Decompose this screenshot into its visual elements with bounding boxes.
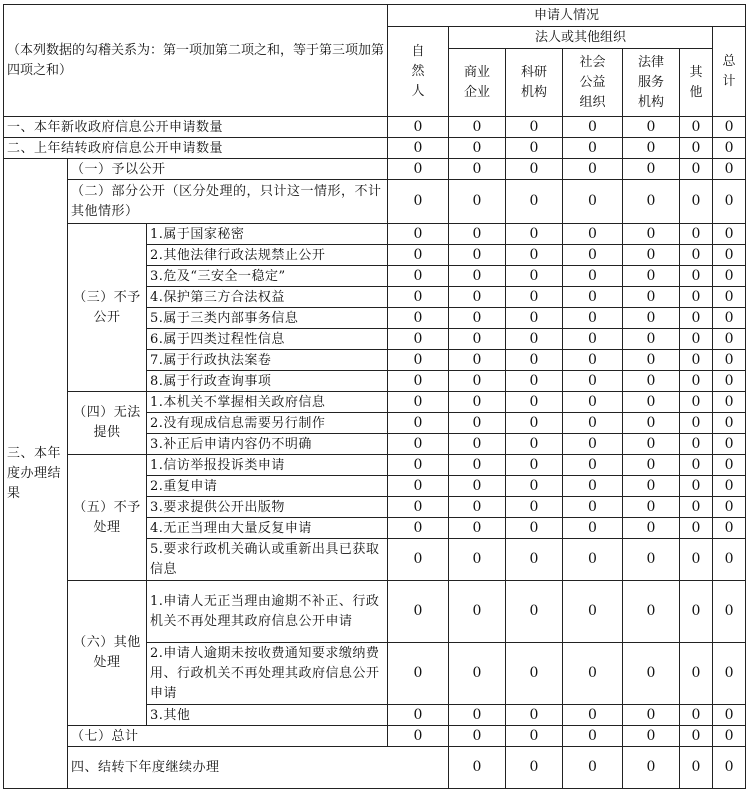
value-cell: 0 (680, 329, 713, 350)
value-cell: 0 (623, 434, 680, 455)
value-cell: 0 (563, 224, 623, 245)
value-cell: 0 (623, 518, 680, 539)
value-cell: 0 (563, 705, 623, 726)
value-cell: 0 (623, 138, 680, 159)
value-cell: 0 (713, 747, 746, 789)
value-cell: 0 (449, 245, 506, 266)
value-cell: 0 (449, 329, 506, 350)
value-cell: 0 (388, 266, 449, 287)
result-partially-disclosed: （二）部分公开（区分处理的，只计这一情形，不计其他情形） (68, 180, 388, 224)
value-cell: 0 (623, 180, 680, 224)
value-cell: 0 (623, 308, 680, 329)
value-cell: 0 (563, 350, 623, 371)
value-cell: 0 (623, 245, 680, 266)
value-cell: 0 (388, 476, 449, 497)
value-cell: 0 (449, 266, 506, 287)
value-cell: 0 (680, 138, 713, 159)
value-cell: 0 (506, 138, 563, 159)
value-cell: 0 (563, 434, 623, 455)
value-cell: 0 (388, 581, 449, 643)
item-label: 2.其他法律行政法规禁止公开 (147, 245, 388, 266)
value-cell: 0 (449, 371, 506, 392)
value-cell: 0 (563, 643, 623, 705)
value-cell: 0 (506, 224, 563, 245)
value-cell: 0 (623, 159, 680, 180)
item-label: 1.申请人无正当理由逾期不补正、行政机关不再处理其政府信息公开申请 (147, 581, 388, 643)
value-cell: 0 (449, 581, 506, 643)
value-cell: 0 (449, 643, 506, 705)
value-cell: 0 (680, 245, 713, 266)
value-cell: 0 (506, 350, 563, 371)
value-cell: 0 (563, 726, 623, 747)
value-cell: 0 (449, 434, 506, 455)
value-cell: 0 (623, 726, 680, 747)
value-cell: 0 (623, 497, 680, 518)
value-cell: 0 (623, 747, 680, 789)
item-label: 3.要求提供公开出版物 (147, 497, 388, 518)
other-header: 其他 (680, 49, 713, 117)
value-cell: 0 (449, 117, 506, 138)
value-cell: 0 (713, 245, 746, 266)
legal-and-other-orgs-header: 法人或其他组织 (449, 27, 713, 49)
result-disclosed: （一）予以公开 (68, 159, 388, 180)
value-cell: 0 (680, 434, 713, 455)
value-cell: 0 (713, 643, 746, 705)
value-cell: 0 (563, 117, 623, 138)
value-cell: 0 (449, 224, 506, 245)
value-cell: 0 (563, 159, 623, 180)
value-cell: 0 (388, 726, 449, 747)
value-cell: 0 (563, 518, 623, 539)
value-cell: 0 (563, 497, 623, 518)
row-label-carry-forward: 四、结转下年度继续办理 (68, 747, 449, 789)
natural-person-header: 自然人 (388, 27, 449, 117)
value-cell: 0 (680, 117, 713, 138)
value-cell: 0 (388, 350, 449, 371)
value-cell: 0 (449, 159, 506, 180)
value-cell: 0 (506, 581, 563, 643)
value-cell: 0 (680, 476, 713, 497)
row-label-new-requests: 一、本年新收政府信息公开申请数量 (4, 117, 388, 138)
value-cell: 0 (563, 413, 623, 434)
value-cell: 0 (449, 726, 506, 747)
value-cell: 0 (563, 266, 623, 287)
item-label: 1.信访举报投诉类申请 (147, 455, 388, 476)
value-cell: 0 (506, 159, 563, 180)
applicant-situation-header: 申请人情况 (388, 5, 746, 27)
value-cell: 0 (563, 539, 623, 581)
value-cell: 0 (623, 329, 680, 350)
social-welfare-org-header: 社会公益组织 (563, 49, 623, 117)
value-cell: 0 (713, 180, 746, 224)
value-cell: 0 (506, 329, 563, 350)
value-cell: 0 (713, 581, 746, 643)
item-label: 4.无正当理由大量反复申请 (147, 518, 388, 539)
value-cell: 0 (388, 497, 449, 518)
value-cell: 0 (680, 287, 713, 308)
value-cell: 0 (680, 497, 713, 518)
value-cell: 0 (680, 747, 713, 789)
value-cell: 0 (449, 455, 506, 476)
value-cell: 0 (623, 224, 680, 245)
item-label: 1.属于国家秘密 (147, 224, 388, 245)
item-label: 1.本机关不掌握相关政府信息 (147, 392, 388, 413)
value-cell: 0 (563, 455, 623, 476)
value-cell: 0 (388, 413, 449, 434)
value-cell: 0 (506, 434, 563, 455)
value-cell: 0 (680, 224, 713, 245)
value-cell: 0 (713, 705, 746, 726)
value-cell: 0 (623, 266, 680, 287)
value-cell: 0 (563, 245, 623, 266)
gov-info-disclosure-table (3, 4, 746, 789)
value-cell: 0 (623, 705, 680, 726)
value-cell: 0 (563, 747, 623, 789)
value-cell: 0 (680, 413, 713, 434)
value-cell: 0 (388, 455, 449, 476)
value-cell: 0 (713, 518, 746, 539)
value-cell: 0 (563, 308, 623, 329)
value-cell: 0 (506, 266, 563, 287)
item-label: 5.要求行政机关确认或重新出具已获取信息 (147, 539, 388, 581)
value-cell: 0 (388, 159, 449, 180)
value-cell: 0 (680, 539, 713, 581)
total-header: 总计 (713, 27, 746, 117)
legal-service-org-header: 法律服务机构 (623, 49, 680, 117)
item-label: 3.补正后申请内容仍不明确 (147, 434, 388, 455)
item-label: 3.危及“三安全一稳定” (147, 266, 388, 287)
value-cell: 0 (506, 455, 563, 476)
value-cell: 0 (713, 308, 746, 329)
row-label-carried-over: 二、上年结转政府信息公开申请数量 (4, 138, 388, 159)
value-cell: 0 (506, 726, 563, 747)
value-cell: 0 (388, 518, 449, 539)
value-cell: 0 (506, 308, 563, 329)
value-cell: 0 (713, 224, 746, 245)
value-cell: 0 (713, 287, 746, 308)
item-label: 3.其他 (147, 705, 388, 726)
item-label: 2.没有现成信息需要另行制作 (147, 413, 388, 434)
value-cell: 0 (713, 266, 746, 287)
value-cell: 0 (449, 287, 506, 308)
value-cell: 0 (623, 643, 680, 705)
value-cell: 0 (388, 308, 449, 329)
group-label-cannot-provide: （四）无法提供 (68, 392, 147, 455)
group-label-not-disclosed: （三）不予公开 (68, 224, 147, 392)
value-cell: 0 (563, 180, 623, 224)
value-cell: 0 (713, 392, 746, 413)
value-cell: 0 (449, 180, 506, 224)
value-cell: 0 (713, 138, 746, 159)
value-cell: 0 (680, 350, 713, 371)
section-label-results: 三、本年度办理结果 (4, 159, 68, 789)
item-label: 5.属于三类内部事务信息 (147, 308, 388, 329)
value-cell: 0 (713, 455, 746, 476)
value-cell: 0 (449, 539, 506, 581)
value-cell: 0 (623, 117, 680, 138)
value-cell: 0 (449, 518, 506, 539)
item-label: 7.属于行政执法案卷 (147, 350, 388, 371)
value-cell: 0 (680, 455, 713, 476)
value-cell: 0 (388, 180, 449, 224)
value-cell: 0 (388, 138, 449, 159)
value-cell: 0 (680, 643, 713, 705)
value-cell: 0 (713, 117, 746, 138)
result-total: （七）总计 (68, 726, 388, 747)
value-cell: 0 (506, 643, 563, 705)
value-cell: 0 (388, 371, 449, 392)
value-cell: 0 (449, 747, 506, 789)
value-cell: 0 (506, 476, 563, 497)
value-cell: 0 (623, 455, 680, 476)
value-cell: 0 (680, 392, 713, 413)
value-cell: 0 (506, 413, 563, 434)
value-cell: 0 (680, 518, 713, 539)
value-cell: 0 (388, 392, 449, 413)
item-label: 2.申请人逾期未按收费通知要求缴纳费用、行政机关不再处理其政府信息公开申请 (147, 643, 388, 705)
value-cell: 0 (623, 413, 680, 434)
value-cell: 0 (713, 476, 746, 497)
value-cell: 0 (506, 117, 563, 138)
value-cell: 0 (563, 329, 623, 350)
value-cell: 0 (623, 287, 680, 308)
value-cell: 0 (388, 329, 449, 350)
value-cell: 0 (506, 705, 563, 726)
value-cell: 0 (449, 705, 506, 726)
value-cell: 0 (506, 180, 563, 224)
value-cell: 0 (713, 726, 746, 747)
value-cell: 0 (623, 539, 680, 581)
value-cell: 0 (680, 371, 713, 392)
value-cell: 0 (563, 371, 623, 392)
value-cell: 0 (388, 705, 449, 726)
value-cell: 0 (563, 138, 623, 159)
group-label-other-handling: （六）其他处理 (68, 581, 147, 726)
value-cell: 0 (563, 392, 623, 413)
item-label: 6.属于四类过程性信息 (147, 329, 388, 350)
value-cell: 0 (563, 287, 623, 308)
value-cell: 0 (388, 643, 449, 705)
value-cell: 0 (713, 539, 746, 581)
value-cell: 0 (680, 581, 713, 643)
value-cell: 0 (388, 245, 449, 266)
group-label-not-processed: （五）不予处理 (68, 455, 147, 581)
value-cell: 0 (506, 371, 563, 392)
value-cell: 0 (449, 476, 506, 497)
table-note: （本列数据的勾稽关系为：第一项加第二项之和，等于第三项加第四项之和） (4, 5, 388, 117)
value-cell: 0 (449, 413, 506, 434)
value-cell: 0 (388, 224, 449, 245)
value-cell: 0 (506, 497, 563, 518)
value-cell: 0 (680, 705, 713, 726)
value-cell: 0 (713, 413, 746, 434)
value-cell: 0 (623, 371, 680, 392)
value-cell: 0 (623, 476, 680, 497)
research-institution-header: 科研机构 (506, 49, 563, 117)
value-cell: 0 (388, 434, 449, 455)
item-label: 8.属于行政查询事项 (147, 371, 388, 392)
value-cell: 0 (713, 497, 746, 518)
item-label: 2.重复申请 (147, 476, 388, 497)
value-cell: 0 (388, 117, 449, 138)
value-cell: 0 (506, 392, 563, 413)
value-cell: 0 (680, 266, 713, 287)
value-cell: 0 (449, 392, 506, 413)
value-cell: 0 (713, 371, 746, 392)
value-cell: 0 (506, 518, 563, 539)
commercial-enterprise-header: 商业企业 (449, 49, 506, 117)
value-cell: 0 (506, 245, 563, 266)
value-cell: 0 (623, 581, 680, 643)
value-cell: 0 (713, 329, 746, 350)
value-cell: 0 (713, 350, 746, 371)
value-cell: 0 (680, 726, 713, 747)
value-cell: 0 (623, 350, 680, 371)
value-cell: 0 (680, 180, 713, 224)
value-cell: 0 (623, 392, 680, 413)
value-cell: 0 (449, 138, 506, 159)
value-cell: 0 (449, 308, 506, 329)
value-cell: 0 (506, 287, 563, 308)
value-cell: 0 (680, 308, 713, 329)
value-cell: 0 (563, 476, 623, 497)
value-cell: 0 (388, 287, 449, 308)
value-cell: 0 (713, 434, 746, 455)
value-cell: 0 (449, 497, 506, 518)
value-cell: 0 (506, 539, 563, 581)
value-cell: 0 (713, 159, 746, 180)
value-cell: 0 (449, 350, 506, 371)
value-cell: 0 (388, 539, 449, 581)
value-cell: 0 (680, 159, 713, 180)
value-cell: 0 (563, 581, 623, 643)
value-cell: 0 (506, 747, 563, 789)
item-label: 4.保护第三方合法权益 (147, 287, 388, 308)
